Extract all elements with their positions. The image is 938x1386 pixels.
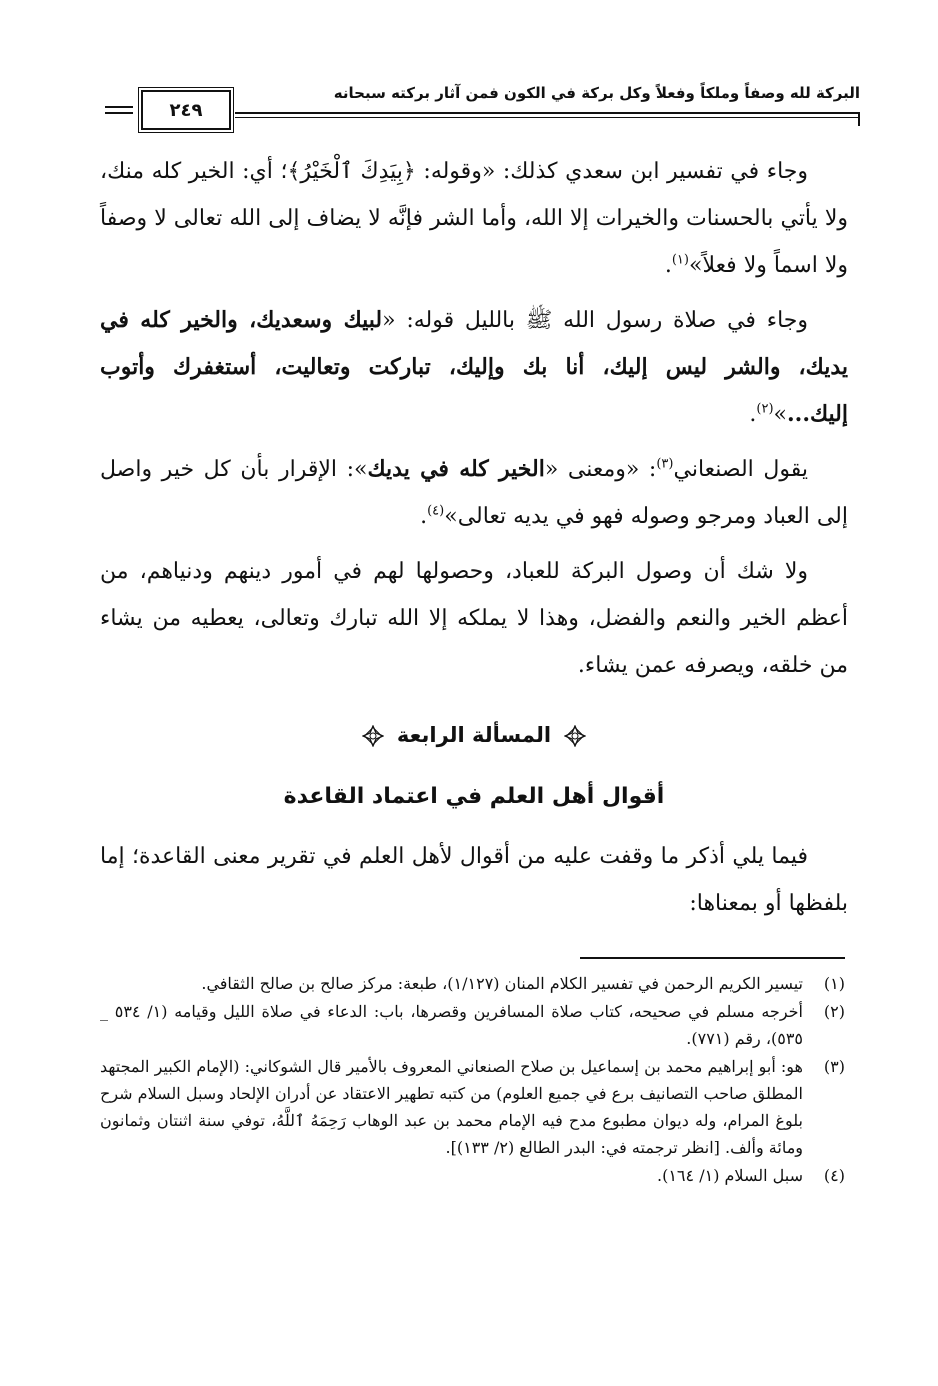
page-number-box: [141, 90, 231, 130]
footnote-number: (١): [823, 974, 845, 993]
hadith-phrase: الخير كله في يديك: [367, 456, 545, 482]
footnote-ref[interactable]: (٢): [756, 401, 774, 417]
footnote-item: [100, 1162, 845, 1189]
footnote-ref[interactable]: (٣): [656, 456, 674, 472]
section-title: أقوال أهل العلم في اعتماد القاعدة: [283, 784, 665, 809]
footnote-number: (٤): [823, 1166, 845, 1185]
paragraph-hadith: وجاء في صلاة رسول الله ﷺ بالليل قوله: «لبيك وسعديك، والخير كله في يديك، والشر ليس إليك، أنا بك وإليك، تباركت وتعاليت، أستغفرك وأتوب إليك...»$^{(٢)}$.: [100, 307, 848, 427]
page-number: ٢٤٩: [169, 99, 203, 121]
footnote-item: [100, 1053, 845, 1161]
paragraph-text: فيما يلي أذكر ما وقفت عليه من أقوال لأهل العلم في تقرير معنى القاعدة؛ إما بلفظها أو بمعناها:: [100, 844, 848, 916]
page-number-side-line: [105, 112, 133, 114]
page-header: [105, 72, 860, 132]
header-rule: [235, 112, 860, 114]
paragraph-conclusion: [100, 548, 848, 689]
hadith-text: لبيك وسعديك، والخير كله في يديك، والشر ليس إليك، أنا بك وإليك، تباركت وتعاليت، أستغفرك وأتوب إليك...: [100, 307, 848, 427]
section-intro: [100, 833, 848, 927]
main-text: [100, 148, 848, 697]
footnote-text: تيسير الكريم الرحمن في تفسير الكلام المنان (١/١٢٧)، طبعة: مركز صالح بن صالح الثقافي.: [201, 974, 803, 993]
header-rule-thin: [235, 117, 860, 118]
paragraph-text: »: الإقرار بأن كل خير واصل إلى العباد ومرجو وصوله فهو في يديه تعالى»: [100, 457, 848, 529]
footnotes: [100, 970, 845, 1190]
running-title: البركة لله وصفاً وملكاً وفعلاً وكل بركة في الكون فمن آثار بركته سبحانه: [333, 84, 860, 102]
header-rule-end-tick: [858, 112, 860, 126]
footnote-number: (٣): [823, 1057, 845, 1076]
footnote-text: هو: أبو إبراهيم محمد بن إسماعيل بن صلاح الصنعاني المعروف بالأمير قال الشوكاني: (الإمام الكبير المجتهد المطلق صاحب التصانيف برع في جميع العلوم) من كتبه تطهير الاعتقاد عن أدران الإلحاد وسبل السلام شرح بلوغ المرام، وله ديوان مطبوع مدح فيه الإمام محمد بن عبد الوهاب رَحِمَهُ ٱللَّهُ، توفي سنة اثنتان وثمانون ومائة وألف. [انظر ترجمته في: البدر الطالع (٢/ ١٣٣)].: [100, 1057, 803, 1157]
paragraph-text: وجاء في صلاة رسول الله ﷺ بالليل قوله: «: [382, 308, 808, 333]
paragraph-text: ولا شك أن وصول البركة للعباد، وحصولها لهم في أمور دينهم ودنياهم، من أعظم الخير والنعم والفضل، وهذا لا يملكه إلا الله تبارك وتعالى، يعطيه من يشاء من خلقه، ويصرفه عمن يشاء.: [100, 559, 848, 678]
star-ornament-icon: [564, 725, 586, 747]
footnote-number: (٢): [823, 1002, 845, 1021]
footnote-ref[interactable]: (١): [671, 252, 689, 268]
paragraph-text: وجاء في تفسير ابن سعدي كذلك: «وقوله: ﴿بِيَدِكَ ٱلْخَيْرُ﴾؛ أي: الخير كله منك، ولا يأتي بالحسنات والخيرات إلا الله، وأما الشر فإنَّه لا يضاف إلى الله تعالى لا وصفاً ولا اسماً ولا فعلاً»: [100, 159, 848, 278]
star-ornament-icon: [362, 725, 384, 747]
footnote-ref[interactable]: (٤): [427, 503, 445, 519]
page-number-side-line: [105, 106, 133, 108]
footnote-text: أخرجه مسلم في صحيحه، كتاب صلاة المسافرين وقصرها، باب: الدعاء في صلاة الليل وقيامه (١/ ٥٣٤ _ ٥٣٥)، رقم (٧٧١).: [100, 1002, 803, 1048]
footnote-item: [100, 998, 845, 1052]
section-label-text: المسألة الرابعة: [396, 723, 552, 747]
paragraph-tafsir-quote: وجاء في تفسير ابن سعدي كذلك: «وقوله: ﴿بِيَدِكَ ٱلْخَيْرُ﴾؛ أي: الخير كله منك، ولا يأتي بالحسنات والخيرات إلا الله، وأما الشر فإنَّه لا يضاف إلى الله تعالى لا وصفاً ولا اسماً ولا فعلاً»$^{(١)}$.: [100, 159, 848, 278]
footnote-text: سبل السلام (١/ ١٦٤).: [657, 1166, 803, 1185]
footnote-separator: [580, 957, 845, 959]
footnote-item: [100, 970, 845, 997]
paragraph-sanani: يقول الصنعاني$^{(٣)}$: «ومعنى «الخير كله في يديك»: الإقرار بأن كل خير واصل إلى العباد ومرجو وصوله فهو في يديه تعالى»$^{(٤)}$.: [100, 456, 848, 529]
paragraph-text: : «ومعنى «: [544, 457, 657, 482]
paragraph-text: يقول الصنعاني: [673, 457, 808, 482]
quote-close: »: [773, 402, 788, 427]
section-label: [100, 723, 848, 747]
